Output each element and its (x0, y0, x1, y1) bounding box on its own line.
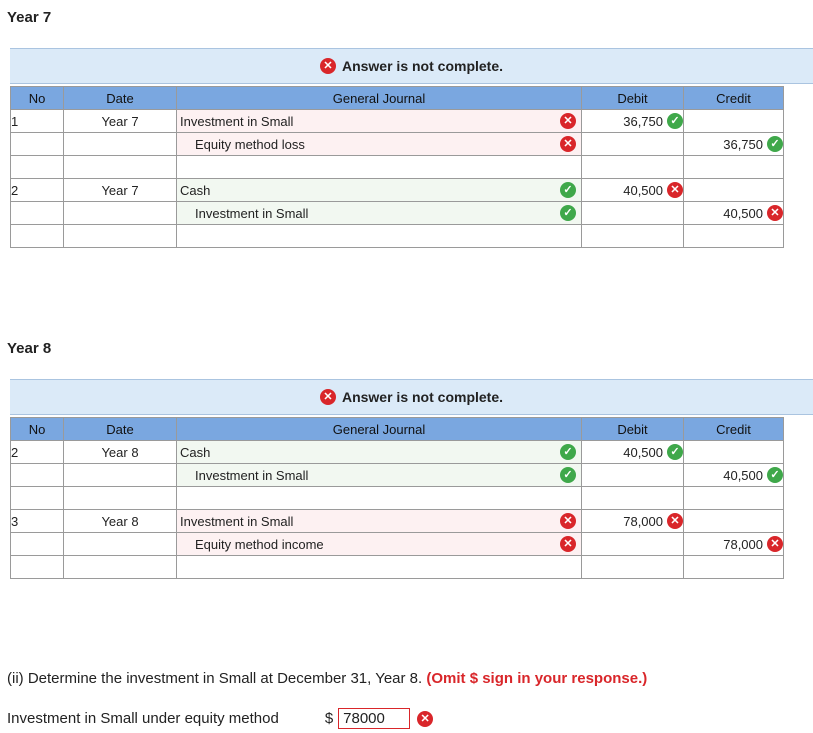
banner-text: Answer is not complete. (341, 389, 504, 405)
question (7, 670, 647, 687)
account-cell[interactable] (177, 533, 582, 556)
debit-cell[interactable] (582, 133, 684, 156)
account-name: Cash (180, 182, 211, 198)
account-name: Equity method loss (195, 136, 305, 152)
debit-cell[interactable] (582, 487, 684, 510)
amount-value: 36,750 (723, 136, 763, 152)
debit-cell[interactable] (582, 464, 684, 487)
debit-cell[interactable] (582, 441, 684, 464)
entry-number (11, 133, 64, 156)
entry-number (11, 156, 64, 179)
credit-cell[interactable] (684, 510, 784, 533)
debit-cell[interactable] (582, 156, 684, 179)
entry-date[interactable]: Year 8 (64, 441, 177, 464)
x-circle-icon: ✕ (767, 536, 783, 552)
answer-label: Investment in Small under equity method (7, 710, 279, 727)
x-circle-icon: ✕ (667, 513, 683, 529)
x-circle-icon: ✕ (667, 182, 683, 198)
account-name: Investment in Small (180, 513, 294, 529)
debit-cell[interactable] (582, 225, 684, 248)
journal-row (11, 110, 784, 133)
check-circle-icon: ✓ (560, 205, 576, 221)
x-circle-icon: ✕ (560, 536, 576, 552)
account-cell[interactable] (177, 464, 582, 487)
x-circle-icon: ✕ (560, 136, 576, 152)
account-cell[interactable] (177, 441, 582, 464)
credit-cell[interactable] (684, 441, 784, 464)
entry-date[interactable] (64, 556, 177, 579)
credit-cell[interactable] (684, 179, 784, 202)
account-cell[interactable] (177, 110, 582, 133)
journal-row (11, 556, 784, 579)
check-circle-icon: ✓ (767, 136, 783, 152)
entry-date[interactable] (64, 487, 177, 510)
entry-number: 3 (11, 510, 64, 533)
debit-cell[interactable] (582, 110, 684, 133)
entry-date[interactable]: Year 8 (64, 510, 177, 533)
year7-banner (10, 48, 813, 84)
debit-cell[interactable] (582, 556, 684, 579)
debit-header: Debit (582, 418, 684, 441)
entry-date[interactable]: Year 7 (64, 179, 177, 202)
entry-number: 1 (11, 110, 64, 133)
investment-answer-input[interactable]: 78000 (338, 708, 410, 729)
debit-header: Debit (582, 87, 684, 110)
journal-row (11, 487, 784, 510)
year8-banner (10, 379, 813, 415)
account-name: Cash (180, 444, 211, 460)
credit-cell[interactable] (684, 487, 784, 510)
credit-header: Credit (684, 87, 784, 110)
amount-value: 40,500 (723, 205, 763, 221)
account-cell[interactable] (177, 202, 582, 225)
x-circle-icon: ✕ (767, 205, 783, 221)
no-header: No (11, 418, 64, 441)
account-cell[interactable] (177, 510, 582, 533)
entry-number: 2 (11, 441, 64, 464)
year8-heading: Year 8 (7, 340, 52, 357)
entry-date[interactable] (64, 133, 177, 156)
check-circle-icon: ✓ (667, 444, 683, 460)
omit-note: (Omit $ sign in your response.) (426, 670, 648, 687)
banner-text: Answer is not complete. (341, 58, 504, 74)
general-journal-header: General Journal (177, 87, 582, 110)
journal-row (11, 156, 784, 179)
check-circle-icon: ✓ (560, 467, 576, 483)
account-cell[interactable] (177, 225, 582, 248)
year8-journal-table (10, 417, 784, 579)
question-text: (ii) Determine the investment in Small at December 31, Year 8. (7, 670, 423, 687)
entry-number (11, 202, 64, 225)
journal-row (11, 179, 784, 202)
amount-value: 36,750 (623, 113, 663, 129)
credit-cell[interactable] (684, 202, 784, 225)
header-row (11, 418, 784, 441)
account-name: Equity method income (195, 536, 324, 552)
account-cell[interactable] (177, 179, 582, 202)
account-cell[interactable] (177, 156, 582, 179)
account-name: Investment in Small (195, 467, 309, 483)
journal-row (11, 533, 784, 556)
check-circle-icon: ✓ (667, 113, 683, 129)
entry-date[interactable] (64, 225, 177, 248)
entry-number (11, 225, 64, 248)
entry-number (11, 556, 64, 579)
credit-cell[interactable] (684, 556, 784, 579)
date-header: Date (64, 87, 177, 110)
amount-value: 40,500 (623, 182, 663, 198)
account-cell[interactable] (177, 556, 582, 579)
debit-cell[interactable] (582, 533, 684, 556)
journal-row (11, 441, 784, 464)
entry-date[interactable] (64, 202, 177, 225)
amount-value: 78,000 (623, 513, 663, 529)
amount-value: 40,500 (623, 444, 663, 460)
entry-date[interactable] (64, 156, 177, 179)
journal-row (11, 202, 784, 225)
credit-header: Credit (684, 418, 784, 441)
amount-value: 40,500 (723, 467, 763, 483)
check-circle-icon: ✓ (767, 467, 783, 483)
debit-cell[interactable] (582, 510, 684, 533)
credit-cell[interactable] (684, 156, 784, 179)
general-journal-header: General Journal (177, 418, 582, 441)
journal-row (11, 133, 784, 156)
entry-date[interactable] (64, 533, 177, 556)
credit-cell[interactable] (684, 225, 784, 248)
x-circle-icon: ✕ (320, 58, 336, 74)
journal-row (11, 510, 784, 533)
debit-cell[interactable] (582, 202, 684, 225)
credit-cell[interactable] (684, 533, 784, 556)
x-circle-icon: ✕ (320, 389, 336, 405)
account-name: Investment in Small (195, 205, 309, 221)
credit-cell[interactable] (684, 133, 784, 156)
account-cell[interactable] (177, 487, 582, 510)
year7-journal-table (10, 86, 784, 248)
x-circle-icon: ✕ (560, 513, 576, 529)
entry-number (11, 487, 64, 510)
entry-number: 2 (11, 179, 64, 202)
check-circle-icon: ✓ (560, 182, 576, 198)
no-header: No (11, 87, 64, 110)
currency-symbol: $ (324, 710, 334, 727)
date-header: Date (64, 418, 177, 441)
credit-cell[interactable] (684, 110, 784, 133)
answer-row (7, 708, 433, 729)
header-row (11, 87, 784, 110)
entry-number (11, 533, 64, 556)
entry-date[interactable]: Year 7 (64, 110, 177, 133)
journal-row (11, 464, 784, 487)
x-circle-icon: ✕ (417, 711, 433, 727)
account-name: Investment in Small (180, 113, 294, 129)
entry-number (11, 464, 64, 487)
entry-date[interactable] (64, 464, 177, 487)
account-cell[interactable] (177, 133, 582, 156)
journal-row (11, 225, 784, 248)
amount-value: 78,000 (723, 536, 763, 552)
year7-heading: Year 7 (7, 9, 52, 26)
x-circle-icon: ✕ (560, 113, 576, 129)
check-circle-icon: ✓ (560, 444, 576, 460)
debit-cell[interactable] (582, 179, 684, 202)
credit-cell[interactable] (684, 464, 784, 487)
